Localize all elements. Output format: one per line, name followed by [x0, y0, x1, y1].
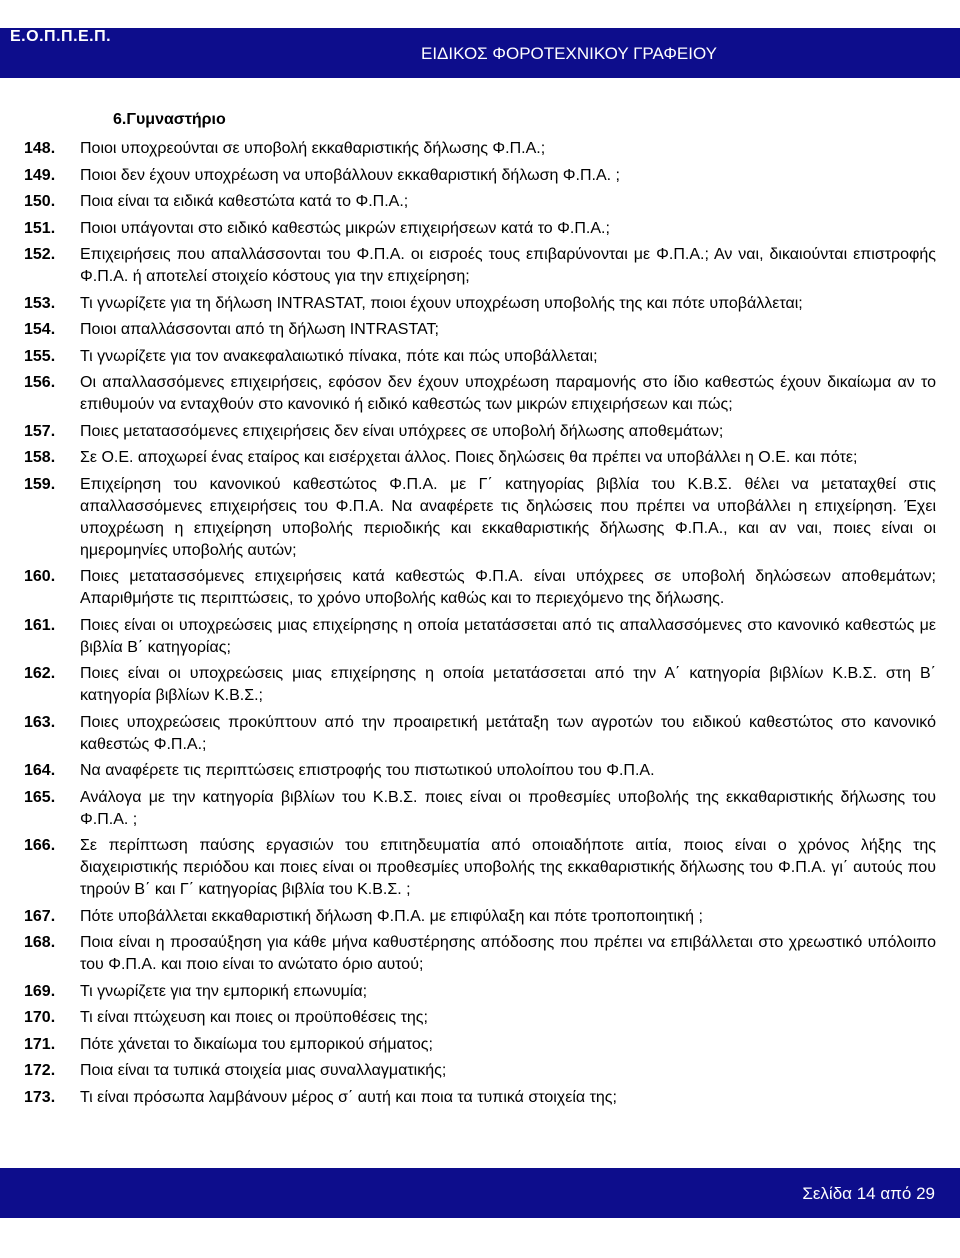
question-number: 149.	[24, 166, 56, 184]
question-text: Τι είναι πτώχευση και ποιες οι προϋποθέσεις της;	[80, 1009, 428, 1026]
question-text: Επιχείρηση του κανονικού καθεστώτος Φ.Π.Α. με Γ΄ κατηγορίας βιβλία του Κ.Β.Σ. θέλει να μεταταχθεί στις απαλλασσόμενες επιχειρήσεις του Φ.Π.Α. Να αναφέρετε τις δηλώσεις που πρέπει να υποβάλλει η επιχείρηση. Έχει υποχρέωση η επιχείρηση υποβολής περιοδικής και εκκαθαριστικής δήλωσης Φ.Π.Α., και αν ναι, ποιες είναι οι ημερομηνίες υποβολής αυτών;	[80, 475, 936, 559]
question-number: 162.	[24, 665, 56, 682]
question-number: 170.	[24, 1009, 56, 1026]
question-number: 166.	[24, 837, 56, 854]
question-text: Πότε υποβάλλεται εκκαθαριστική δήλωση Φ.Π.Α. με επιφύλαξη και πότε τροποποιητική ;	[80, 907, 703, 925]
question-number: 157.	[24, 422, 56, 440]
question-number: 164.	[24, 762, 56, 779]
question-text: Ανάλογα με την κατηγορία βιβλίων του Κ.Β.Σ. ποιες είναι οι προθεσμίες υποβολής της εκκαθαριστικής δήλωσης του Φ.Π.Α. ;	[80, 788, 936, 828]
question-item	[24, 787, 936, 831]
question-number: 163.	[24, 713, 56, 731]
question-item	[24, 1034, 936, 1056]
header-organization: Ε.Ο.Π.Π.Ε.Π.	[10, 28, 112, 45]
question-item	[24, 421, 936, 443]
question-number: 165.	[24, 788, 56, 806]
question-text: Ποια είναι τα τυπικά στοιχεία μιας συναλλαγματικής;	[80, 1062, 447, 1079]
question-item	[24, 1087, 936, 1109]
question-text: Σε Ο.Ε. αποχωρεί ένας εταίρος και εισέρχεται άλλος. Ποιες δηλώσεις θα πρέπει να υποβάλλει η Ο.Ε. και πότε;	[80, 449, 858, 466]
question-item	[24, 372, 936, 416]
question-item	[24, 244, 936, 288]
question-text: Να αναφέρετε τις περιπτώσεις επιστροφής του πιστωτικού υπολοίπου του Φ.Π.Α.	[80, 762, 655, 779]
question-number: 155.	[24, 347, 56, 365]
page-header	[0, 28, 960, 78]
question-text: Ποιες μετατασσόμενες επιχειρήσεις δεν είναι υπόχρεες σε υποβολή δήλωσης αποθεμάτων;	[80, 422, 724, 440]
question-number: 168.	[24, 934, 56, 951]
question-number: 148.	[24, 140, 56, 157]
page-number: Σελίδα 14 από 29	[802, 1184, 935, 1203]
question-item	[24, 566, 936, 610]
question-item	[24, 712, 936, 756]
question-item	[24, 981, 936, 1003]
question-number: 153.	[24, 294, 56, 312]
question-item	[24, 319, 936, 341]
question-text: Ποια είναι τα ειδικά καθεστώτα κατά το Φ.Π.Α.;	[80, 193, 409, 210]
question-item	[24, 191, 936, 213]
question-number: 150.	[24, 193, 56, 210]
question-item	[24, 906, 936, 928]
question-number: 171.	[24, 1035, 56, 1053]
question-text: Ποια είναι η προσαύξηση για κάθε μήνα καθυστέρησης απόδοσης που πρέπει να επιβάλλεται στο χρεωστικό υπόλοιπο του Φ.Π.Α. και ποιο είναι το ανώτατο όριο αυτού;	[80, 934, 936, 973]
question-item	[24, 760, 936, 782]
question-number: 167.	[24, 907, 56, 925]
question-item	[24, 663, 936, 707]
question-item	[24, 474, 936, 562]
question-item	[24, 165, 936, 187]
question-number: 154.	[24, 321, 56, 338]
question-text: Ποιες είναι οι υποχρεώσεις μιας επιχείρησης η οποία μετατάσσεται από τις απαλλασσόμενες στο κανονικό καθεστώς με βιβλία Β΄ κατηγορίας;	[80, 616, 936, 656]
question-item	[24, 218, 936, 240]
question-text: Οι απαλλασσόμενες επιχειρήσεις, εφόσον δεν έχουν υποχρέωση παραμονής στο ίδιο καθεστώς έχουν δικαίωμα αν το επιθυμούν να ενταχθούν στο κανονικό ή ειδικό καθεστώς των μικρών επιχειρήσεων και πώς;	[80, 374, 936, 413]
page-footer	[0, 1168, 960, 1218]
question-number: 169.	[24, 982, 56, 1000]
question-text: Τι γνωρίζετε για την εμπορική επωνυμία;	[80, 982, 368, 1000]
question-number: 160.	[24, 568, 56, 585]
question-item	[24, 447, 936, 469]
question-number: 151.	[24, 219, 56, 237]
question-text: Ποιοι δεν έχουν υποχρέωση να υποβάλλουν εκκαθαριστική δήλωση Φ.Π.Α. ;	[80, 166, 620, 184]
question-number: 158.	[24, 449, 56, 466]
question-item	[24, 138, 936, 160]
question-text: Ποιες μετατασσόμενες επιχειρήσεις κατά καθεστώς Φ.Π.Α. είναι υπόχρεες σε υποβολή δηλώσεων αποθεμάτων; Απαριθμήστε τις περιπτώσεις, το χρόνο υποβολής καθώς και το περιεχόμενο της δήλωσης.	[80, 568, 936, 607]
question-number: 156.	[24, 374, 56, 391]
question-text: Τι γνωρίζετε για τη δήλωση INTRASTAT, ποιοι έχουν υποχρέωση υποβολής της και πότε υποβάλλεται;	[80, 294, 803, 312]
question-item	[24, 835, 936, 901]
question-item	[24, 1007, 936, 1029]
question-text: Επιχειρήσεις που απαλλάσσονται του Φ.Π.Α. οι εισροές τους επιβαρύνονται με Φ.Π.Α.; Αν ναι, δικαιούνται επιστροφής Φ.Π.Α. ή αποτελεί στοιχείο κόστους για την επιχείρηση;	[80, 246, 936, 285]
question-number: 152.	[24, 246, 56, 263]
question-number: 161.	[24, 616, 56, 634]
question-item	[24, 615, 936, 659]
question-text: Τι γνωρίζετε για τον ανακεφαλαιωτικό πίνακα, πότε και πώς υποβάλλεται;	[80, 347, 598, 365]
question-number: 159.	[24, 475, 56, 493]
question-text: Ποιοι υποχρεούνται σε υποβολή εκκαθαριστικής δήλωσης Φ.Π.Α.;	[80, 140, 546, 157]
question-number: 173.	[24, 1088, 56, 1106]
question-text: Σε περίπτωση παύσης εργασιών του επιτηδευματία από οποιαδήποτε αιτία, ποιος είναι ο χρόνος λήξης της διαχειριστικής περιόδου και ποιες είναι οι προθεσμίες υποβολής της εκκαθαριστικής δήλωσης του Φ.Π.Α. γι΄ αυτούς που τηρούν Β΄ και Γ΄ κατηγορίας βιβλία του Κ.Β.Σ. ;	[80, 837, 936, 898]
header-title: ΕΙΔΙΚΟΣ ΦΟΡΟΤΕΧΝΙΚΟΥ ΓΡΑΦΕΙΟΥ	[421, 44, 717, 63]
question-item	[24, 1060, 936, 1082]
question-text: Τι είναι πρόσωπα λαμβάνουν μέρος σ΄ αυτή και ποια τα τυπικά στοιχεία της;	[80, 1088, 617, 1106]
question-item	[24, 293, 936, 315]
section-title: 6.Γυμναστήριο	[113, 111, 226, 128]
question-list	[24, 138, 936, 1113]
question-text: Πότε χάνεται το δικαίωμα του εμπορικού σήματος;	[80, 1035, 433, 1053]
question-number: 172.	[24, 1062, 56, 1079]
question-text: Ποιες είναι οι υποχρεώσεις μιας επιχείρησης η οποία μετατάσσεται από την Α΄ κατηγορία βιβλίων Κ.Β.Σ. στη Β΄ κατηγορία βιβλίων Κ.Β.Σ.;	[80, 665, 936, 704]
question-text: Ποιοι υπάγονται στο ειδικό καθεστώς μικρών επιχειρήσεων κατά το Φ.Π.Α.;	[80, 219, 610, 237]
question-text: Ποιοι απαλλάσσονται από τη δήλωση INTRASTAT;	[80, 321, 439, 338]
question-item	[24, 932, 936, 976]
question-item	[24, 346, 936, 368]
question-text: Ποιες υποχρεώσεις προκύπτουν από την προαιρετική μετάταξη των αγροτών του ειδικού καθεστώτος στο κανονικό καθεστώς Φ.Π.Α.;	[80, 713, 936, 753]
